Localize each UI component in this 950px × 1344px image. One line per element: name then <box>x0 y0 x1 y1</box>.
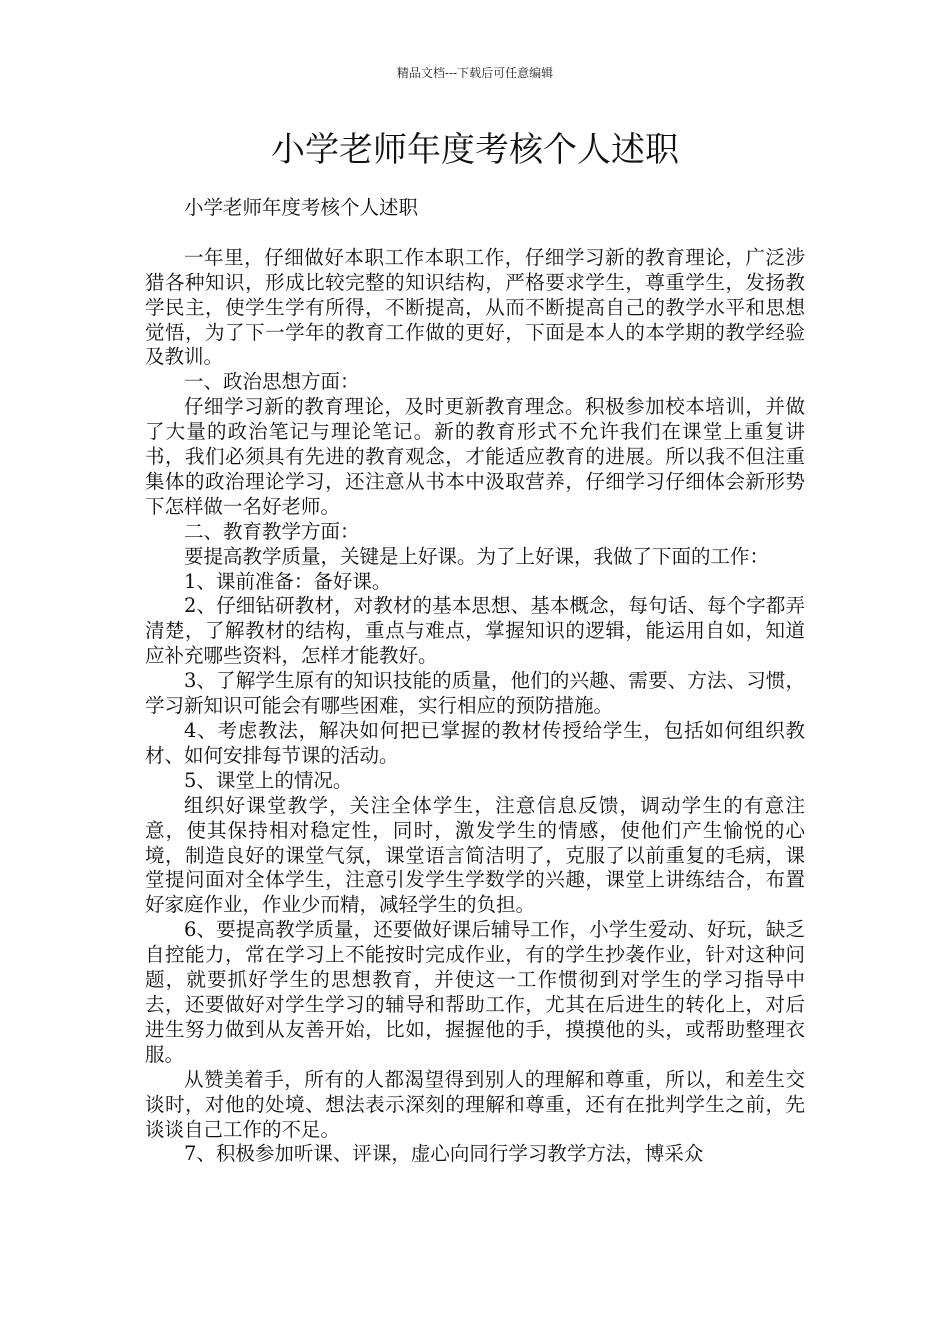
paragraph-intro: 一年里，仔细做好本职工作本职工作，仔细学习新的教育理论，广泛涉猎各种知识，形成比较完整的知识结构，严格要求学生，尊重学生，发扬教学民主，使学生学有所得，不断提高，从而不断提高自己的教学水平和思想觉悟，为了下一学年的教育工作做的更好，下面是本人的本学期的教学经验及教训。 <box>145 245 805 369</box>
list-item-3: 3、了解学生原有的知识技能的质量，他们的兴趣、需要、方法、习惯，学习新知识可能会有哪些困难，实行相应的预防措施。 <box>145 669 805 718</box>
paragraph-politics: 仔细学习新的教育理论，及时更新教育理念。积极参加校本培训，并做了大量的政治笔记与理论笔记。新的教育形式不允许我们在课堂上重复讲书，我们必须具有先进的教育观念，才能适应教育的进展。所以我不但注重集体的政治理论学习，还注意从书本中汲取营养，仔细学习仔细体会新形势下怎样做一名好老师。 <box>145 395 805 518</box>
list-item-4: 4、考虑教法，解决如何把已掌握的教材传授给学生，包括如何组织教材、如何安排每节课的活动。 <box>145 719 805 767</box>
list-item-1: 1、课前准备：备好课。 <box>184 569 392 593</box>
document-title: 小学老师年度考核个人述职 <box>271 130 679 170</box>
list-item-6: 6、要提高教学质量，还要做好课后辅导工作，小学生爱动、好玩，缺乏自控能力，常在学习上不能按时完成作业，有的学生抄袭作业，针对这种问题，就要抓好学生的思想教育，并使这一工作惯彻到对学生的学习指导中去，还要做好对学生学习的辅导和帮助工作，尤其在后进生的转化上，对后进生努力做到从友善开始，比如，握握他的手，摸摸他的头，或帮助整理衣服。 <box>145 918 805 1066</box>
list-item-5: 5、课堂上的情况。 <box>184 768 353 792</box>
list-item-7: 7、积极参加听课、评课，虚心向同行学习教学方法，博采众 <box>184 1142 704 1166</box>
paragraph-praise: 从赞美着手，所有的人都渴望得到别人的理解和尊重，所以，和差生交谈时，对他的处境、想法表示深刻的理解和尊重，还有在批判学生之前，先谈谈自己工作的不足。 <box>145 1067 805 1141</box>
header-note: 精品文档---下载后可任意编辑 <box>396 66 554 80</box>
document-subtitle: 小学老师年度考核个人述职 <box>184 196 419 219</box>
paragraph-classroom: 组织好课堂教学，关注全体学生，注意信息反馈，调动学生的有意注意，使其保持相对稳定性，同时，激发学生的情感，使他们产生愉悦的心境，制造良好的课堂气氛，课堂语言简洁明了，克服了以前重复的毛病，课堂提问面对全体学生，注意引发学生学数学的兴趣，课堂上讲练结合，布置好家庭作业，作业少而精，减轻学生的负担。 <box>145 793 805 917</box>
list-item-2: 2、仔细钻研教材，对教材的基本思想、基本概念，每句话、每个字都弄清楚，了解教材的结构，重点与难点，掌握知识的逻辑，能运用自如，知道应补充哪些资料，怎样才能教好。 <box>145 594 805 668</box>
document-body <box>145 196 805 1167</box>
section-heading-teaching: 二、教育教学方面： <box>184 519 360 543</box>
section-heading-politics: 一、政治思想方面： <box>184 370 360 394</box>
paragraph-teaching-intro: 要提高教学质量，关键是上好课。为了上好课，我做了下面的工作： <box>184 544 770 568</box>
